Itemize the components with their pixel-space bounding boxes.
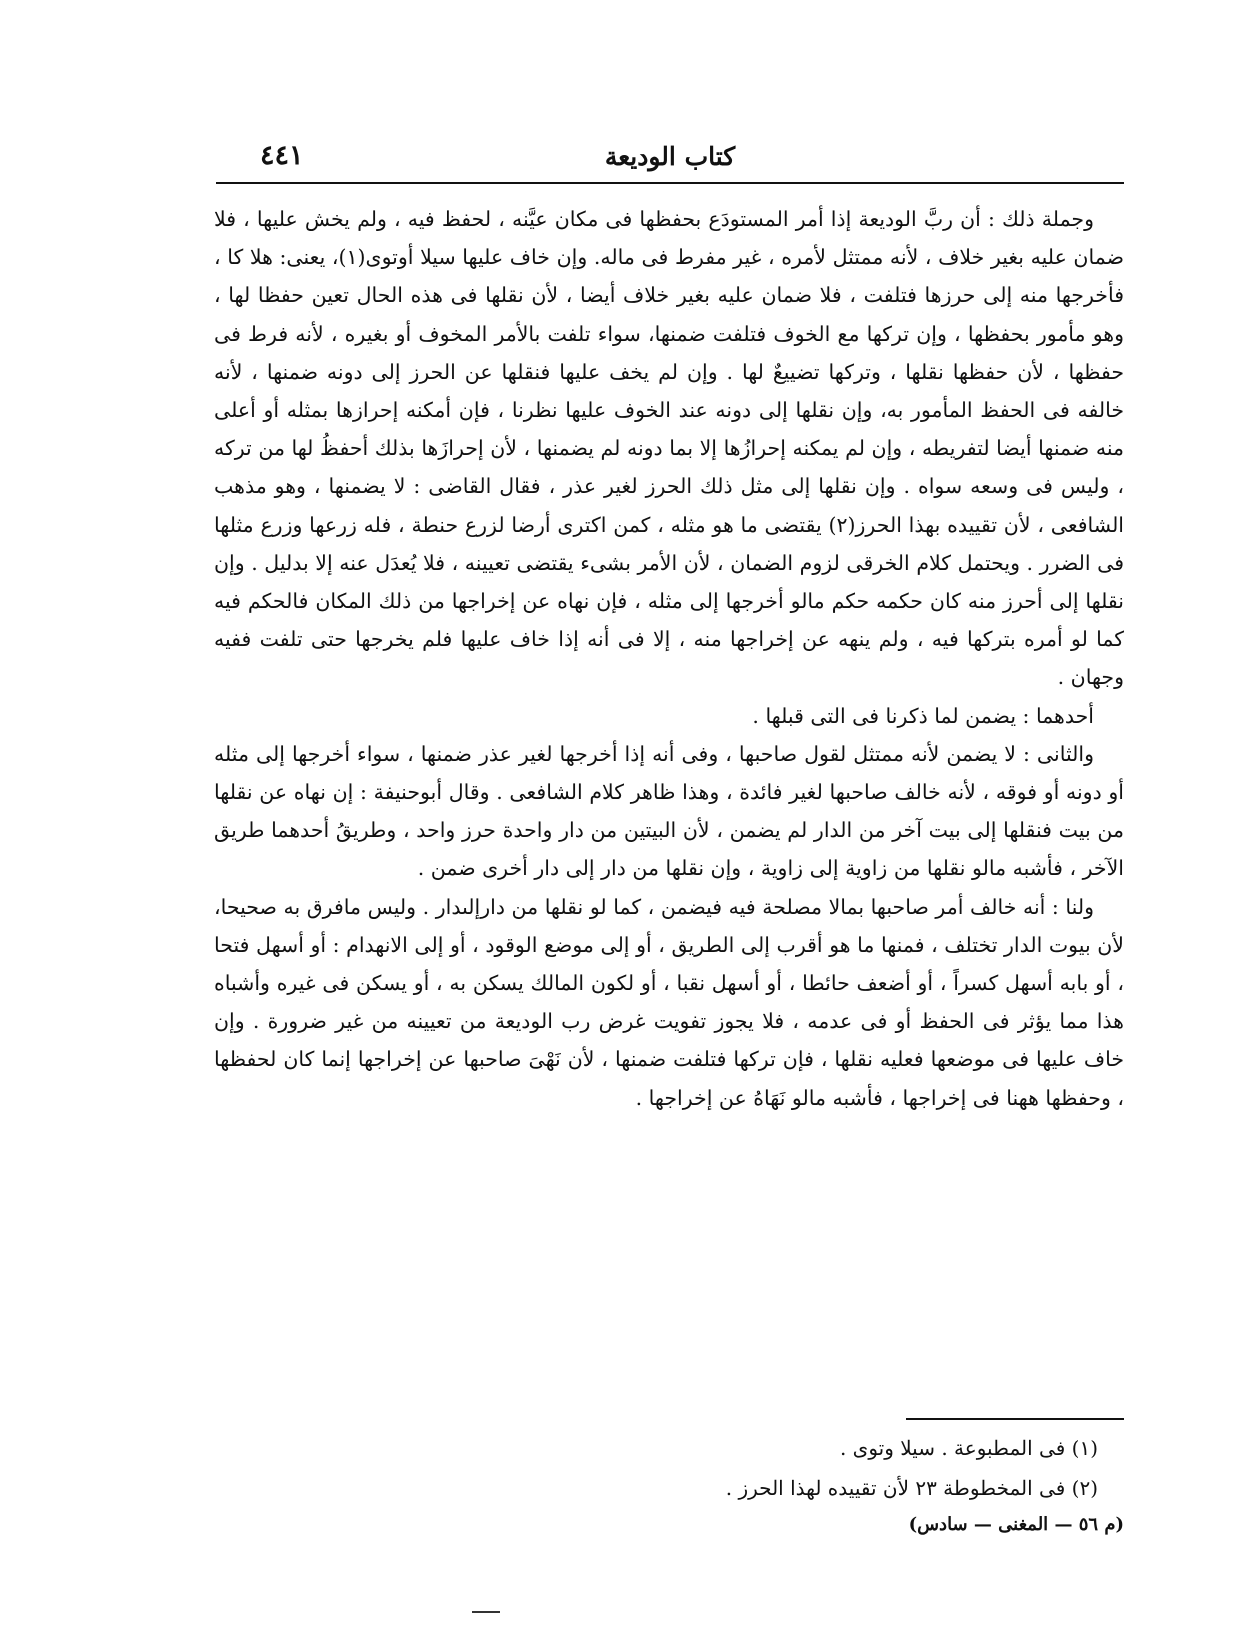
footnote: (١) فى المطبوعة . سيلا وتوى . [839,1436,1098,1460]
running-title: كتاب الوديعة [604,142,736,171]
paragraph: وجملة ذلك : أن ربَّ الوديعة إذا أمر المستودَع بحفظها فى مكان عيَّنه ، لحفظ فيه ، ولم يخش عليها ، فلا ضمان عليه بغير خلاف ، لأنه ممتثل لأمره ، غير مفرط فى ماله. وإن خاف عليها سيلا أوتوى(١)، يعنى: هلا كا ، فأخرجها منه إلى حرزها فتلفت ، فلا ضمان عليه بغير خلاف أيضا ، لأن نقلها فى هذه الحال تعين حفظا لها ، وهو مأمور بحفظها ، وإن تركها مع الخوف فتلفت ضمنها، سواء تلفت بالأمر المخوف أو بغيره ، لأنه فرط فى حفظها ، لأن حفظها نقلها ، وتركها تضييعٌ لها . وإن لم يخف عليها فنقلها عن الحرز إلى دونه ضمنها ، لأنه خالفه فى الحفظ المأمور به، وإن نقلها إلى دونه عند الخوف عليها نظرنا ، فإن أمكنه إحرازها بمثله أو أعلى منه ضمنها أيضا لتفريطه ، وإن لم يمكنه إحرازُها إلا بما دونه لم يضمنها ، لأن إحرازَها بذلك أحفظُ لها من تركه ، وليس فى وسعه سواه . وإن نقلها إلى مثل ذلك الحرز لغير عذر ، فقال القاضى : لا يضمنها ، وهو مذهب الشافعى ، لأن تقييده بهذا الحرز(٢) يقتضى ما هو مثله ، كمن اكترى أرضا لزرع حنطة ، فله زرعها وزرع مثلها فى الضرر . ويحتمل كلام الخرقى لزوم الضمان ، لأن الأمر بشىء يقتضى تعيينه ، فلا يُعدَل عنه إلا بدليل . وإن نقلها إلى أحرز منه كان حكمه حكم مالو أخرجها إلى مثله ، فإن نهاه عن إخراجها من ذلك المكان فالحكم فيه كما لو أمره بتركها فيه ، ولم ينهه عن إخراجها منه ، إلا فى أنه إذا خاف عليها فلم يخرجها حتى تلفت ففيه وجهان . [214,207,1125,690]
paragraph: أحدهما : يضمن لما ذكرنا فى التى قبلها . [752,703,1094,728]
header-rule [216,182,1124,184]
bottom-dash [472,1611,500,1613]
page-number: ٤٤١ [260,140,304,171]
signature-mark: (م ٥٦ — المغنى — سادس) [908,1514,1124,1535]
main-text [214,200,1124,1117]
footnote-rule [906,1418,1124,1420]
footnotes [216,1428,1124,1508]
paragraph: والثانى : لا يضمن لأنه ممتثل لقول صاحبها ، وفى أنه إذا أخرجها لغير عذر ضمنها ، سواء أخرجها إلى مثله أو دونه أو فوقه ، لأنه خالف صاحبها لغير فائدة ، وهذا ظاهر كلام الشافعى . وقال أبوحنيفة : إن نهاه عن نقلها من بيت فنقلها إلى بيت آخر من الدار لم يضمن ، لأن البيتين من دار واحدة حرز واحد ، وطريقُ أحدهما طريق الآخر ، فأشبه مالو نقلها من زاوية إلى زاوية ، وإن نقلها من دار إلى دار أخرى ضمن . [214,741,1124,881]
footnote: (٢) فى المخطوطة ٢٣ لأن تقييده لهذا الحرز . [725,1476,1098,1500]
paragraph: ولنا : أنه خالف أمر صاحبها بمالا مصلحة فيه فيضمن ، كما لو نقلها من دارإلىدار . وليس مافرق به صحيحا، لأن بيوت الدار تختلف ، فمنها ما هو أقرب إلى الطريق ، أو إلى موضع الوقود ، أو إلى الانهدام : أو أسهل فتحا ، أو بابه أسهل كسراً ، أو أضعف حائطا ، أو أسهل نقبا ، أو لكون المالك يسكن به ، أو يسكن فى غيره وأشباه هذا مما يؤثر فى الحفظ أو فى عدمه ، فلا يجوز تفويت غرض رب الوديعة من تعيينه من غير ضرورة . وإن خاف عليها فى موضعها فعليه نقلها ، فإن تركها فتلفت ضمنها ، لأن نَهْىَ صاحبها عن إخراجها إنما كان لحفظها ، وحفظها ههنا فى إخراجها ، فأشبه مالو نَهَاهُ عن إخراجها . [214,894,1124,1110]
page-header [216,136,1124,182]
